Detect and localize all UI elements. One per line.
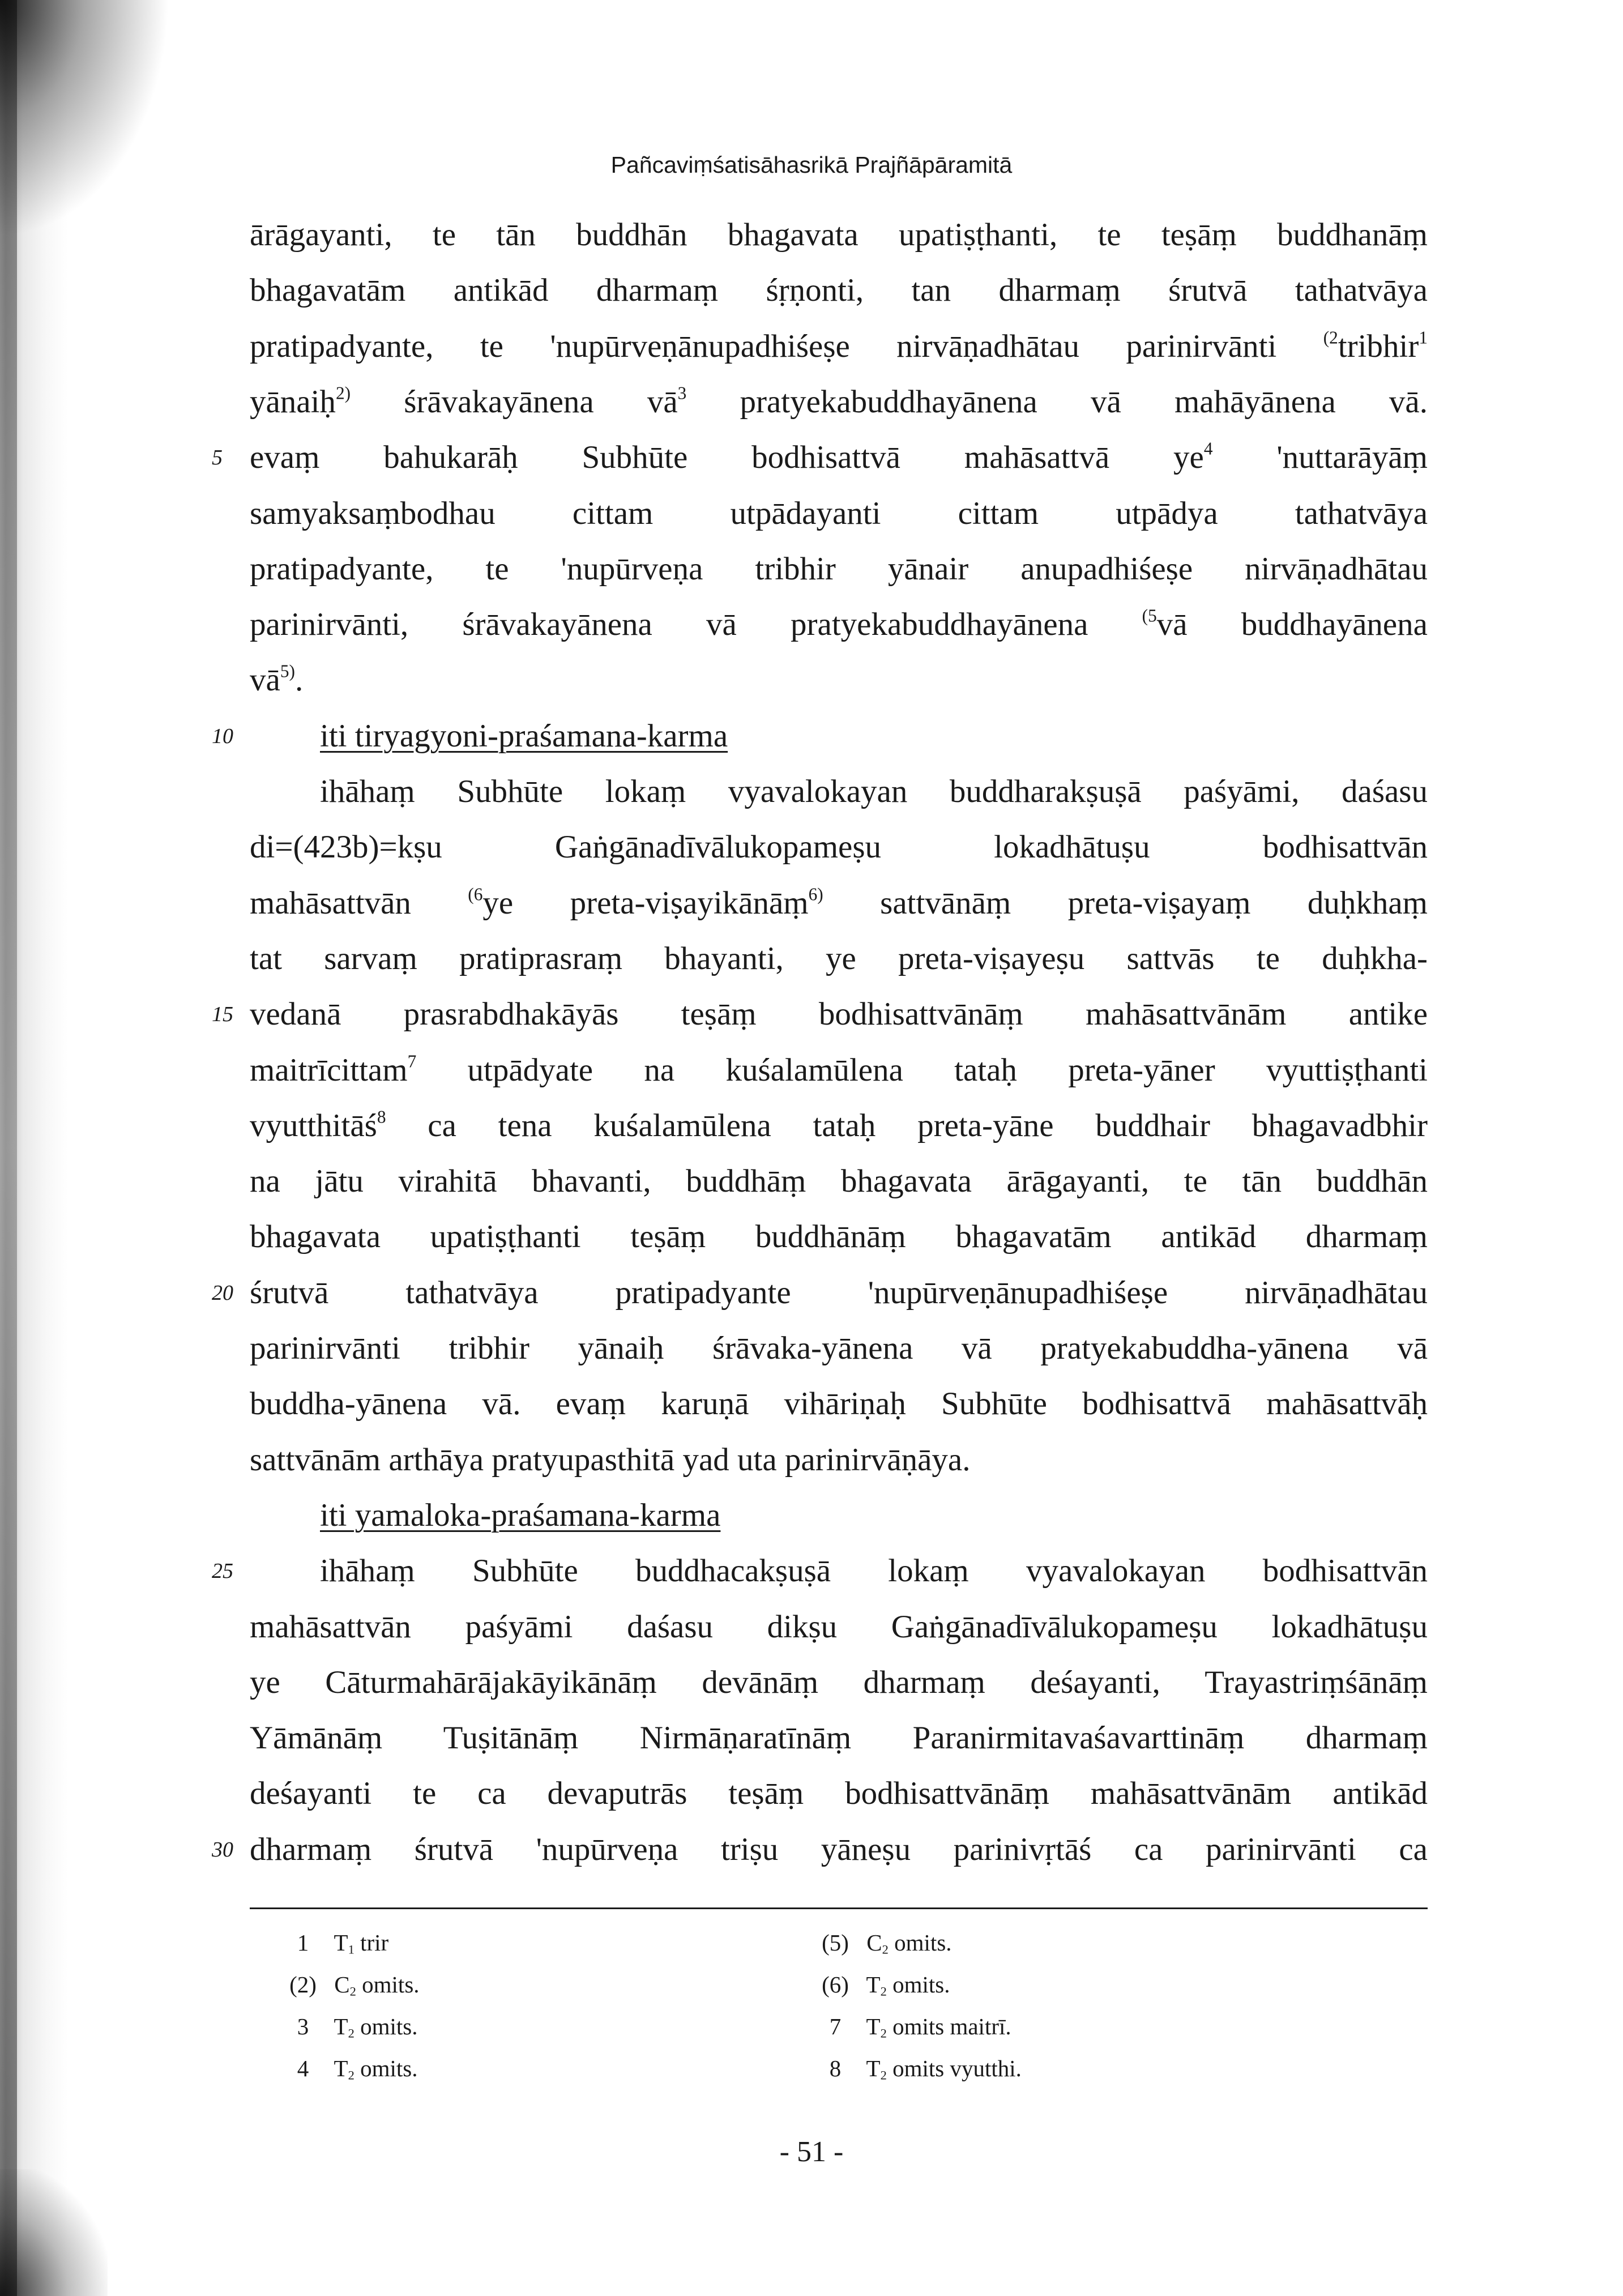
line-number: 20: [212, 1281, 233, 1305]
section-heading-text: iti yamaloka-praśamana-karma: [320, 1497, 721, 1533]
line-number: 25: [212, 1559, 233, 1583]
section-heading: [320, 714, 1428, 759]
manuscript-siglum: T: [334, 1930, 348, 1956]
text-run: ca tena kuśalamūlena tataḥ preta-yāne buddhair bhagavadbhir: [386, 1108, 1428, 1143]
text-line: [250, 1827, 1428, 1872]
footnote-mark: 8: [829, 2055, 842, 2081]
text-run: ye preta-viṣayikānāṃ: [482, 885, 809, 921]
line-number: 10: [212, 724, 233, 748]
note-marker: 1: [1419, 327, 1428, 348]
text-line: [250, 602, 1428, 647]
footnote-text: omits.: [356, 1971, 420, 1998]
text-run: vā: [250, 662, 280, 698]
footnote-mark: (5): [822, 1930, 849, 1956]
text-line: [250, 825, 1428, 870]
note-marker: 6): [808, 884, 823, 904]
line-number: 5: [212, 446, 223, 470]
top-corner-shadow: [0, 0, 170, 238]
manuscript-siglum: C: [866, 1930, 882, 1956]
text-run: mahāsattvān: [250, 885, 468, 921]
note-marker: 7: [407, 1051, 417, 1072]
text-line: [250, 491, 1428, 536]
note-marker: 2): [335, 383, 351, 403]
manuscript-siglum: T: [866, 2055, 881, 2081]
text-run: parinirvānti tribhir yānaiḥ śrāvaka-yānena vā pratyekabuddha-yānena vā: [250, 1330, 1428, 1366]
footnote-text: omits.: [354, 2013, 418, 2039]
text-run: pratyekabuddhayānena vā mahāyānena vā.: [686, 384, 1428, 420]
footnote-mark: 7: [829, 2013, 842, 2039]
bottom-corner-shadow: [0, 2169, 108, 2296]
manuscript-number: 2: [880, 2068, 887, 2082]
text-run: tat sarvaṃ pratiprasraṃ bhayanti, ye preta-viṣayeṣu sattvās te duḥkha-: [250, 941, 1428, 976]
note-marker: (5: [1142, 605, 1157, 626]
footnote-mark: (2): [289, 1971, 317, 1998]
text-line: [250, 212, 1428, 258]
text-line: [250, 1159, 1428, 1204]
text-run: śrāvakayānena vā: [351, 384, 678, 420]
binding-edge: [0, 0, 17, 2296]
note-marker: 5): [280, 661, 295, 681]
text-run: di=(423b)=kṣu Gaṅgānadīvālukopameṣu lokadhātuṣu bodhisattvān: [250, 829, 1428, 865]
note-marker: 3: [677, 383, 687, 403]
footnote: [810, 2051, 1022, 2085]
text-line: [250, 936, 1428, 981]
footnote: [277, 2009, 417, 2043]
footnote: [277, 2051, 417, 2085]
text-line: [250, 324, 1428, 369]
page-number: - 51 -: [779, 2136, 844, 2168]
text-run: Yāmānāṃ Tuṣitānāṃ Nirmāṇaratīnāṃ Paranirmitavaśavarttināṃ dharmaṃ: [250, 1720, 1428, 1756]
text-line: [250, 379, 1428, 425]
text-line: [250, 1103, 1428, 1149]
text-line: [250, 1270, 1428, 1316]
text-run: evaṃ bahukarāḥ Subhūte bodhisattvā mahāsattvā ye: [250, 439, 1204, 475]
text-run: .: [294, 662, 304, 698]
text-run: sattvānāṃ preta-viṣayaṃ duḥkhaṃ: [823, 885, 1428, 921]
text-run: parinirvānti, śrāvakayānena vā pratyekabuddhayānena: [250, 607, 1142, 642]
text-line: [250, 1660, 1428, 1705]
text-run: ye Cāturmahārājakāyikānāṃ devānāṃ dharmaṃ deśayanti, Trayastriṃśānāṃ: [250, 1665, 1428, 1700]
text-line: [250, 268, 1428, 313]
text-line: [250, 1771, 1428, 1816]
text-run: na jātu virahitā bhavanti, buddhāṃ bhagavata ārāgayanti, te tān buddhān: [250, 1163, 1428, 1199]
footnote-rule: [250, 1907, 1428, 1909]
manuscript-number: 2: [880, 1984, 887, 1999]
text-line: [250, 1715, 1428, 1761]
footnote-mark: 4: [297, 2055, 309, 2081]
text-run: deśayanti te ca devaputrās teṣāṃ bodhisattvānāṃ mahāsattvānām antikād: [250, 1776, 1428, 1811]
text-run: yānaiḥ: [250, 384, 336, 420]
text-run: buddha-yānena vā. evaṃ karuṇā vihāriṇaḥ Subhūte bodhisattvā mahāsattvāḥ: [250, 1386, 1428, 1422]
manuscript-siglum: T: [334, 2013, 348, 2039]
footnote-text: omits.: [888, 1930, 952, 1956]
text-run: maitrīcittam: [250, 1052, 408, 1088]
text-run: ārāgayanti, te tān buddhān bhagavata upatiṣṭhanti, te teṣāṃ buddhanāṃ: [250, 217, 1428, 253]
manuscript-number: 2: [880, 2026, 887, 2041]
footnote-text: trir: [354, 1930, 389, 1956]
manuscript-siglum: T: [866, 2013, 881, 2039]
note-marker: 8: [377, 1107, 386, 1127]
manuscript-siglum: C: [334, 1971, 350, 1998]
text-line: [320, 769, 1428, 814]
line-number: 15: [212, 1002, 233, 1026]
footnote-mark: 3: [297, 2013, 309, 2039]
text-line: [250, 547, 1428, 592]
manuscript-siglum: T: [334, 2055, 348, 2081]
text-line: [250, 435, 1428, 480]
manuscript-number: 1: [348, 1942, 355, 1957]
footnote-mark: 1: [297, 1930, 309, 1956]
footnote-text: omits maitrī.: [886, 2013, 1011, 2039]
text-line: [250, 1326, 1428, 1371]
footnote: [810, 1968, 950, 2001]
text-run: mahāsattvān paśyāmi daśasu dikṣu Gaṅgānadīvālukopameṣu lokadhātuṣu: [250, 1609, 1428, 1645]
footnote-text: omits.: [886, 1971, 950, 1998]
text-run: sattvānām arthāya pratyupasthitā yad uta parinirvāṇāya.: [250, 1442, 971, 1478]
manuscript-number: 2: [348, 2026, 355, 2041]
text-run: bhagavatām antikād dharmaṃ śṛṇonti, tan dharmaṃ śrutvā tathatvāya: [250, 272, 1428, 308]
footnote: [277, 1926, 388, 1960]
note-marker: (2: [1323, 327, 1338, 348]
text-line: [250, 658, 1428, 703]
text-line: [250, 881, 1428, 926]
note-marker: (6: [468, 884, 483, 904]
text-run: ihāhaṃ Subhūte buddhacakṣuṣā lokaṃ vyavalokayan bodhisattvān: [320, 1553, 1428, 1589]
manuscript-number: 2: [882, 1942, 889, 1957]
manuscript-number: 2: [349, 1984, 356, 1999]
text-run: tribhir: [1338, 328, 1419, 364]
footnote-text: omits.: [354, 2055, 418, 2081]
text-run: vyutthitāś: [250, 1108, 377, 1143]
text-run: ihāhaṃ Subhūte lokaṃ vyavalokayan buddharakṣuṣā paśyāmi, daśasu: [320, 774, 1428, 809]
text-line: [250, 1214, 1428, 1260]
text-run: vedanā prasrabdhakāyās teṣāṃ bodhisattvānāṃ mahāsattvānām antike: [250, 996, 1428, 1032]
footnote: [277, 1968, 420, 2001]
footnote: [810, 2009, 1011, 2043]
note-marker: 4: [1203, 438, 1213, 459]
footnote-text: omits vyutthi.: [886, 2055, 1022, 2081]
text-run: pratipadyante, te 'nupūrveṇa tribhir yānair anupadhiśeṣe nirvāṇadhātau: [250, 551, 1428, 587]
line-number: 30: [212, 1838, 233, 1862]
manuscript-siglum: T: [866, 1971, 881, 1998]
manuscript-number: 2: [348, 2068, 355, 2082]
text-run: 'nuttarāyāṃ: [1212, 439, 1428, 475]
text-line: [250, 1604, 1428, 1650]
text-run: pratipadyante, te 'nupūrveṇānupadhiśeṣe nirvāṇadhātau parinirvānti: [250, 328, 1323, 364]
footnote-mark: (6): [822, 1971, 849, 1998]
text-line: [250, 1437, 1428, 1483]
section-heading-text: iti tiryagyoni-praśamana-karma: [320, 718, 728, 754]
text-run: dharmaṃ śrutvā 'nupūrveṇa triṣu yāneṣu parinivṛtāś ca parinirvānti ca: [250, 1832, 1428, 1867]
text-run: utpādyate na kuśalamūlena tataḥ preta-yāner vyuttiṣṭhanti: [416, 1052, 1428, 1088]
text-line: [320, 1548, 1428, 1594]
text-run: samyaksaṃbodhau cittam utpādayanti cittam utpādya tathatvāya: [250, 496, 1428, 531]
footnote: [810, 1926, 952, 1960]
text-run: śrutvā tathatvāya pratipadyante 'nupūrveṇānupadhiśeṣe nirvāṇadhātau: [250, 1275, 1428, 1311]
text-line: [250, 1381, 1428, 1427]
text-run: vā buddhayānena: [1156, 607, 1428, 642]
running-head: Pañcaviṃśatisāhasrikā Prajñāpāramitā: [610, 152, 1013, 178]
text-run: bhagavata upatiṣṭhanti teṣāṃ buddhānāṃ bhagavatām antikād dharmaṃ: [250, 1219, 1428, 1254]
section-heading: [320, 1493, 1428, 1538]
text-line: [250, 992, 1428, 1037]
text-line: [250, 1048, 1428, 1093]
